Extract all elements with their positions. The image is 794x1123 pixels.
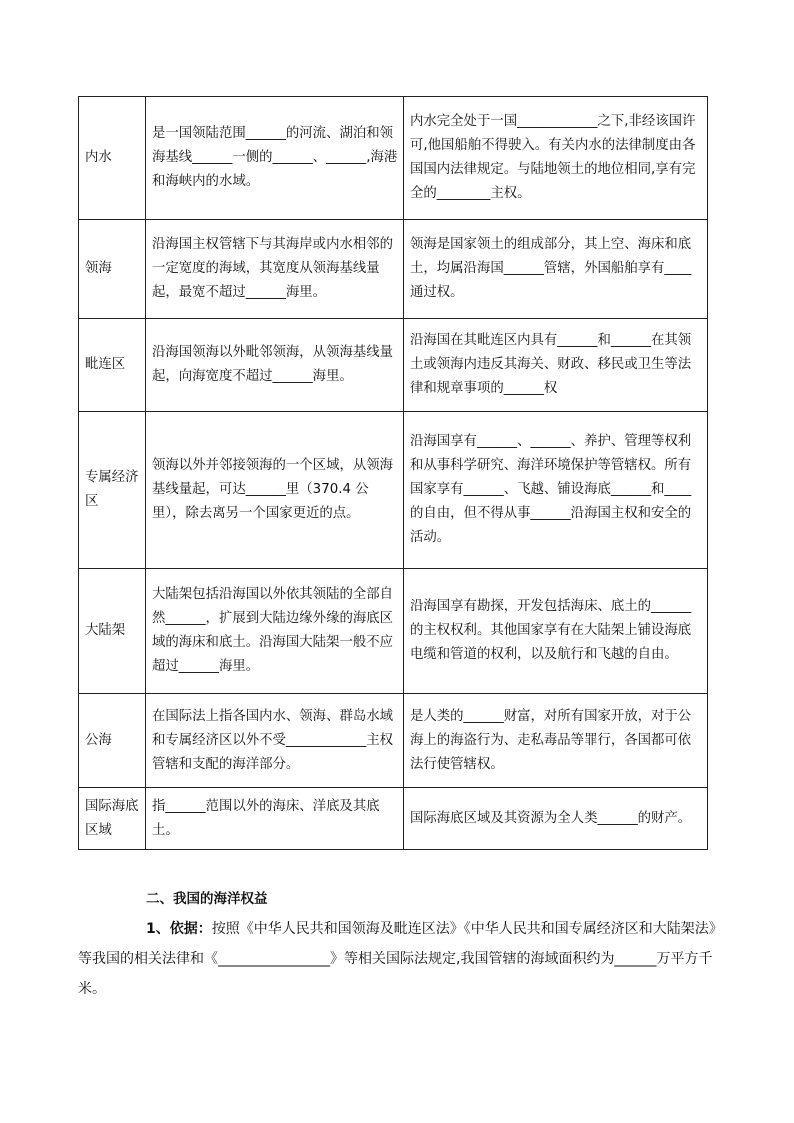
table-row [79, 97, 708, 220]
zone-definition: 在国际法上指各国内水、领海、群岛水域和专属经济区以外不受____________主权管辖和支配的海洋部分。 [146, 694, 404, 788]
zone-legal-status: 领海是国家领土的组成部分，其上空、海床和底土，均属沿海国______管辖，外国船舶享有____通过权。 [404, 220, 708, 319]
zone-legal-status: 沿海国在其毗连区内具有______和______在其领土或领海内违反其海关、财政、移民或卫生等法律和规章事项的______权 [404, 319, 708, 412]
zone-name: 内水 [79, 97, 146, 220]
zone-definition: 沿海国领海以外毗邻领海，从领海基线量起，向海宽度不超过______海里。 [146, 319, 404, 412]
zone-legal-status: 沿海国享有______、______、养护、管理等权利和从事科学研究、海洋环境保护等管辖权。所有国家享有______、飞越、铺设海底______和____的自由，但不得从事______沿海国主权和安全的活动。 [404, 412, 708, 569]
zone-definition: 指______范围以外的海床、洋底及其底土。 [146, 788, 404, 850]
zone-legal-status: 内水完全处于一国____________之下,非经该国许可,他国船舶不得驶入。有关内水的法律制度由各国国内法律规定。与陆地领土的地位相同,享有完全的________主权。 [404, 97, 708, 220]
table-row [79, 319, 708, 412]
zone-definition: 领海以外并邻接领海的一个区域，从领海基线量起，可达______里（370.4 公里），除去离另一个国家更近的点。 [146, 412, 404, 569]
zone-name: 专属经济区 [79, 412, 146, 569]
zone-legal-status: 沿海国享有勘探，开发包括海床、底土的______的主权权利。其他国家享有在大陆架上铺设海底电缆和管道的权利，以及航行和飞越的自由。 [404, 569, 708, 694]
table-row [79, 788, 708, 850]
basis-paragraph [78, 914, 718, 1004]
table-row [79, 220, 708, 319]
zone-definition: 大陆架包括沿海国以外依其领陆的全部自然______，扩展到大陆边缘外缘的海底区域的海床和底土。沿海国大陆架一般不应超过______海里。 [146, 569, 404, 694]
zone-name: 国际海底区域 [79, 788, 146, 850]
zone-legal-status: 是人类的______财富，对所有国家开放，对于公海上的海盗行为、走私毒品等罪行，各国都可依法行使管辖权。 [404, 694, 708, 788]
section-heading: 二、我国的海洋权益 [146, 891, 268, 907]
table-row [79, 412, 708, 569]
paragraph-body: 按照《中华人民共和国领海及毗连区法》《中华人民共和国专属经济区和大陆架法》等我国的相关法律和《________________》等相关国际法规定,我国管辖的海域面积约为______万平方千米。 [78, 921, 716, 997]
paragraph-lead: 1、依据： [146, 921, 212, 937]
zone-name: 公海 [79, 694, 146, 788]
zone-legal-status: 国际海底区域及其资源为全人类______的财产。 [404, 788, 708, 850]
table-row [79, 694, 708, 788]
maritime-zones-table [78, 96, 708, 850]
table-row [79, 569, 708, 694]
zone-name: 领海 [79, 220, 146, 319]
zone-name: 毗连区 [79, 319, 146, 412]
zone-name: 大陆架 [79, 569, 146, 694]
zone-definition: 是一国领陆范围______的河流、湖泊和领海基线______一侧的______、______,海港和海峡内的水域。 [146, 97, 404, 220]
zone-definition: 沿海国主权管辖下与其海岸或内水相邻的一定宽度的海域，其宽度从领海基线量起，最宽不超过______海里。 [146, 220, 404, 319]
